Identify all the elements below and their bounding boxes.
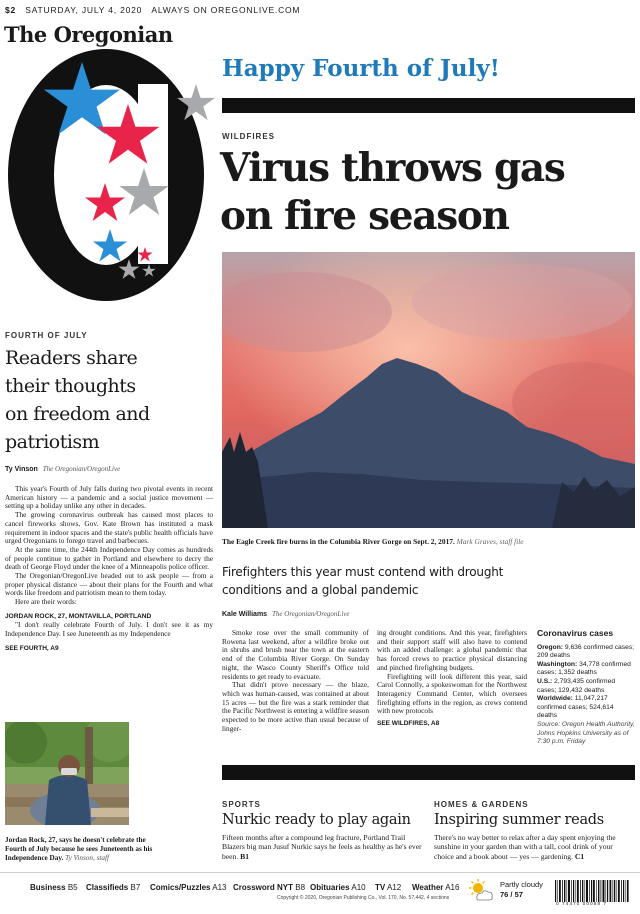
coronavirus-stat (537, 678, 635, 695)
index-name: Obituaries (310, 883, 350, 892)
lead-byline (222, 610, 349, 618)
stat-label: Oregon: (537, 643, 564, 651)
issue-date: SATURDAY, JULY 4, 2020 (25, 5, 143, 15)
index-weather[interactable] (412, 883, 459, 892)
left-paragraph: This year's Fourth of July falls during two pivotal events in recent American history — a pandemic and a social justice movement — setting up a holiday unlike any other in decades. (5, 484, 213, 511)
lead-jump-link[interactable]: SEE WILDFIRES, A8 (377, 720, 440, 728)
coronavirus-stat (537, 661, 635, 678)
site-tagline: ALWAYS ON OREGONLIVE.COM (151, 5, 301, 15)
index-page: A16 (445, 883, 460, 892)
index-page: A13 (212, 883, 227, 892)
coronavirus-box (537, 629, 635, 747)
index-crossword[interactable] (233, 883, 305, 892)
oregonian-o-logo (2, 44, 220, 306)
left-kicker: FOURTH OF JULY (5, 331, 88, 340)
left-byline-name: Ty Vinson (5, 466, 38, 473)
left-quote: "I don't really celebrate Fourth of July. I don't see it as my Independence Day. I see Juneteenth as my Independence (5, 619, 213, 638)
teaser-kicker: SPORTS (222, 800, 261, 809)
newspaper-logo-name: The Oregonian (4, 22, 173, 47)
index-page: B5 (67, 883, 78, 892)
left-subhead: JORDAN ROCK, 27, MONTAVILLA, PORTLAND (5, 612, 152, 620)
lead-deck (222, 563, 503, 599)
lead-paragraph: Firefighting will look different this year, said Carol Connolly, a spokeswoman for the Northwest Interagency Command Center, which oversees firefighting efforts in the region, as crews contend with new protocols (377, 671, 527, 716)
lead-deck-line: Firefighters this year must contend with drought (222, 565, 504, 579)
teaser-body: Fifteen months after a compound leg fracture, Portland Trail Blazers big man Jusuf Nurkic says he feels as healthy as he's ever been. (222, 833, 422, 861)
left-headline-line: Readers share (5, 347, 138, 369)
index-name: Weather (412, 883, 444, 892)
teaser-kicker: HOMES & GARDENS (434, 800, 529, 809)
wildfire-photo[interactable] (222, 252, 635, 528)
footer-divider (0, 872, 640, 873)
teaser-body: There's no way better to relax after a day spent enjoying the sunshine in your garden than with a tall, cool drink of your choice and a book about — yes — gardening. (434, 833, 616, 861)
coronavirus-source: Source: Oregon Health Authority, Johns Hopkins University as of 7:30 p.m. Friday (537, 720, 635, 746)
stat-text: 2,793,435 confirmed cases; 129,432 deaths (537, 677, 616, 694)
index-business[interactable] (30, 883, 78, 892)
index-obituaries[interactable] (310, 883, 366, 892)
weather-forecast (500, 880, 543, 900)
left-photo-caption (5, 836, 155, 862)
lead-kicker: WILDFIRES (222, 132, 275, 141)
left-paragraph: Here are their words: (15, 597, 77, 607)
left-headline-line: patriotism (5, 431, 100, 453)
coronavirus-stat (537, 644, 635, 661)
teaser-sports[interactable] (222, 800, 422, 861)
left-body (5, 485, 213, 652)
coronavirus-title: Coronavirus cases (537, 628, 614, 638)
stat-label: Washington: (537, 660, 578, 668)
lead-photo-caption (222, 537, 632, 546)
index-name: Classifieds (86, 883, 129, 892)
left-photo-credit: Ty Vinson, staff (65, 853, 109, 862)
banner-headline: Happy Fourth of July! (222, 55, 500, 82)
left-byline (5, 465, 120, 473)
lead-column-1 (222, 629, 369, 733)
left-paragraph: The growing coronavirus outbreak has caused most places to cancel fireworks shows, Gov. Kate Brown has instituted a mask requirement in indoor spaces and the state's public health officials have urged Oregonians to forego travel and barbecues. (5, 510, 213, 546)
lead-paragraph: That didn't prove necessary — the blaze, which was human-caused, was contained at about 15 acres — but the fire was a stark reminder that the Pacific Northwest is entering a wildfire season expected to be more active than usual because of linger- (222, 680, 369, 733)
index-name: Comics/Puzzles (150, 883, 211, 892)
weather-text: Partly cloudy (500, 880, 543, 889)
teaser-headline: Inspiring summer reads (434, 812, 604, 828)
left-byline-org: The Oregonian/OregonLive (42, 465, 121, 473)
stat-label: U.S.: (537, 677, 553, 685)
index-name: Crossword NYT (233, 883, 294, 892)
index-page: A12 (387, 883, 402, 892)
lead-byline-name: Kale Williams (222, 611, 268, 618)
left-paragraph: At the same time, the 244th Independence Day comes as hundreds of people continue to gather in Portland and elsewhere to decry the death of George Floyd under the knee of a Minneapolis police officer. (5, 544, 213, 572)
index-classifieds[interactable] (86, 883, 140, 892)
left-jump-link[interactable]: SEE FOURTH, A9 (5, 645, 59, 653)
lead-deck-line: conditions and a global pandemic (222, 583, 419, 597)
left-photo-caption-text: Jordan Rock, 27, says he doesn't celebrate the Fourth of July because he sees Juneteenth as his Independence Day. (5, 836, 153, 862)
left-headline[interactable] (5, 344, 215, 456)
lead-photo-credit: Mark Graves, staff file (456, 537, 524, 546)
index-page: B8 (295, 883, 306, 892)
teaser-page-ref[interactable]: C1 (574, 851, 585, 861)
index-page: B7 (130, 883, 141, 892)
teaser-page-ref[interactable]: B1 (240, 851, 250, 861)
lead-headline-line: Virus throws gas (220, 145, 565, 191)
partly-cloudy-icon (468, 879, 494, 903)
index-name: Business (30, 883, 66, 892)
teaser-rule (222, 765, 635, 780)
teaser-homes[interactable] (434, 800, 632, 861)
index-page: A10 (351, 883, 366, 892)
stat-text: 34,778 confirmed cases; 1,352 deaths (537, 660, 631, 677)
left-headline-line: their thoughts (5, 375, 136, 397)
teaser-headline: Nurkic ready to play again (222, 812, 411, 828)
stat-label: Worldwide: (537, 695, 573, 703)
index-tv[interactable] (375, 883, 401, 892)
left-paragraph: The Oregonian/OregonLive headed out to ask people — from a proper physical distance — about their plans for the Fourth and what words like freedom and patriotism mean to them today. (5, 571, 213, 598)
price: $2 (5, 5, 17, 15)
stat-text: 9,636 confirmed cases; 209 deaths (537, 643, 635, 660)
stat-text: 11,047,217 confirmed cases; 524,614 deaths (537, 695, 614, 720)
lead-byline-org: The Oregonian/OregonLive (272, 610, 350, 618)
lead-column-2 (377, 629, 527, 727)
barcode-number: 0 74470 00088 7 (556, 902, 608, 907)
index-name: TV (375, 883, 386, 892)
lead-headline[interactable] (220, 144, 565, 240)
teaser-text (434, 833, 632, 861)
banner-rule (222, 98, 635, 113)
lead-paragraph: ing drought conditions. And this year, firefighters and their support staff will also have to contend with an added challenge: a global pandemic that has forced crews to practice physical distancing and pinched firefighting budgets. (377, 628, 527, 672)
lead-photo-caption-text: The Eagle Creek fire burns in the Columbia River Gorge on Sept. 2, 2017. (222, 537, 455, 546)
teaser-text (222, 833, 422, 861)
lead-headline-line: on fire season (220, 193, 509, 239)
jordan-rock-photo[interactable] (5, 722, 129, 825)
dateline (5, 5, 300, 15)
left-headline-line: on freedom and (5, 403, 150, 425)
weather-temps: 76 / 57 (500, 890, 523, 899)
index-comics-puzzles[interactable] (150, 883, 226, 892)
lead-paragraph: Smoke rose over the small community of Rowena last weekend, after a wildfire broke out in shrubs and brush near the town at the eastern end of the Columbia River Gorge. On Sunday night, the Wasco County Sheriff's Office told residents to get ready to evacuate. (222, 628, 369, 681)
copyright: Copyright © 2020, Oregonian Publishing Co., Vol. 170, No. 57,442, 4 sections (277, 895, 450, 901)
coronavirus-stat (537, 695, 635, 721)
